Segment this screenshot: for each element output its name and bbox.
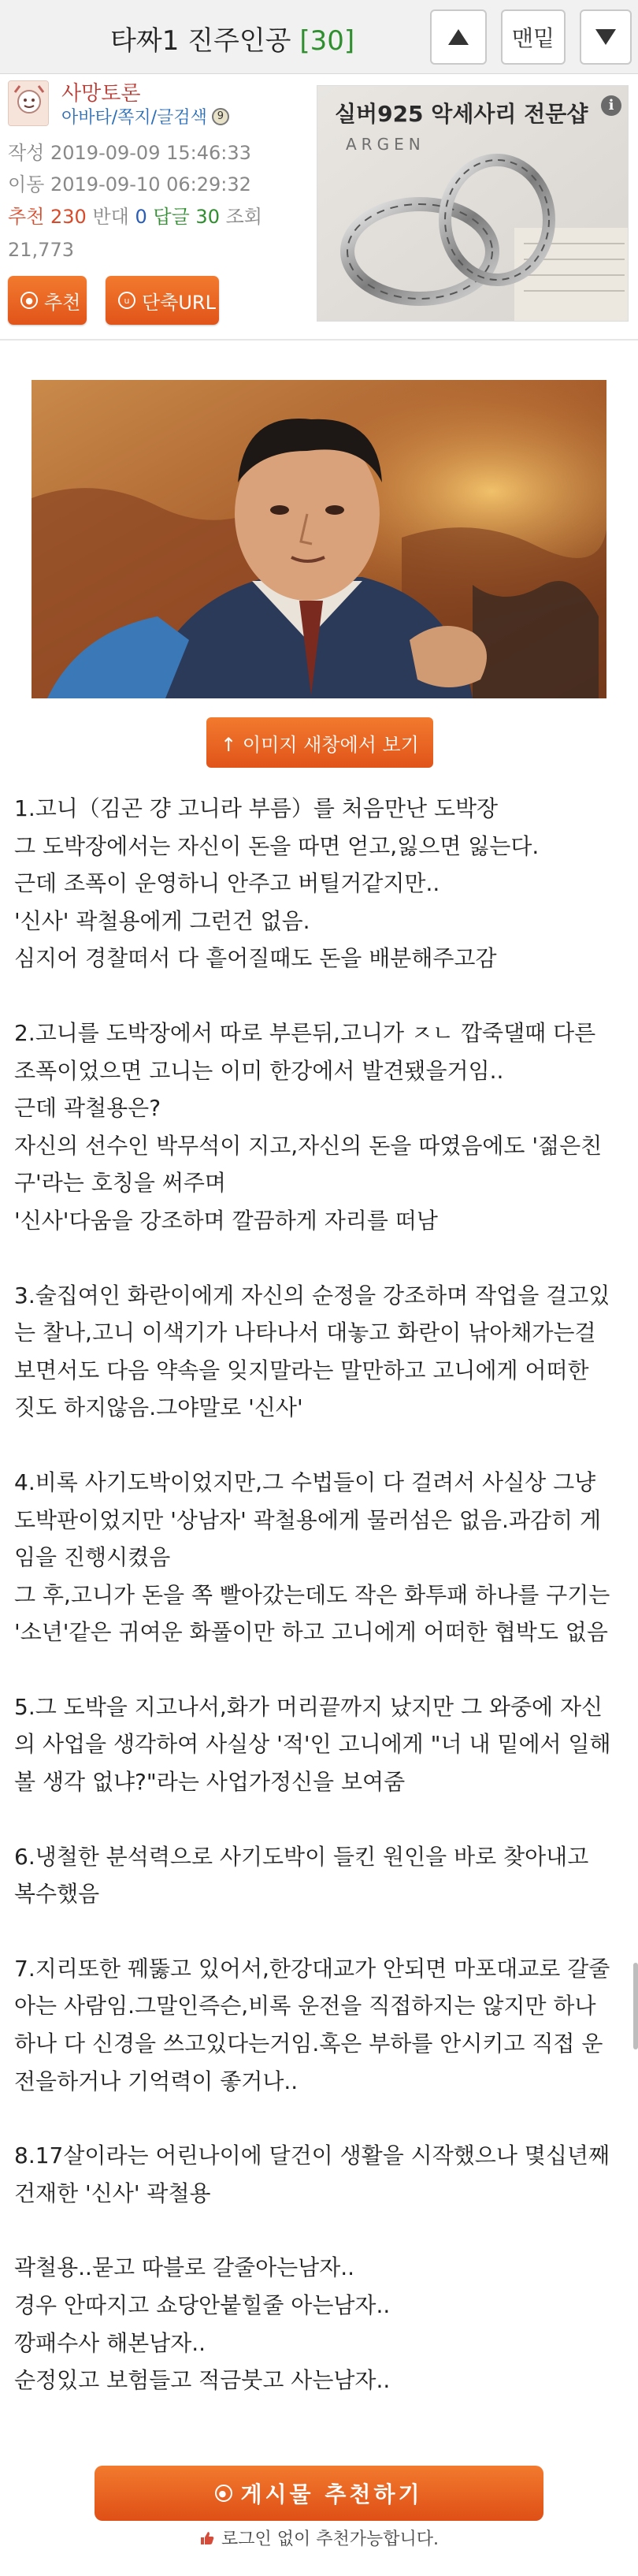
text-line: 그 도박장에서는 자신이 돈을 따면 얻고,잃으면 잃는다.: [14, 832, 540, 859]
paragraph: [14, 1014, 629, 1240]
target-icon: ●: [215, 2485, 232, 2502]
text-line: 그 후,고니가 돈을 쪽 빨아갔는데도 작은 화투패 하나를 구기는: [14, 1581, 610, 1608]
scrollbar[interactable]: [633, 1963, 638, 2049]
paragraph: [14, 1838, 629, 1913]
man-portrait-image: [32, 380, 606, 698]
text-line: 구'라는 호칭을 써주며: [14, 1170, 226, 1197]
text-line: 3.술집여인 화란이에게 자신의 순정을 강조하며 작업을 걸고있: [14, 1282, 610, 1308]
arrow-down-icon: [595, 29, 616, 45]
thumbs-up-icon: [199, 2530, 215, 2546]
author-name[interactable]: 사망토론: [61, 82, 141, 106]
ad-title: 실버925 악세사리 전문샵: [335, 101, 588, 127]
arrow-up-icon: [448, 29, 469, 45]
post-title: 타짜1 진주인공 [30]: [110, 25, 355, 57]
next-post-button[interactable]: [580, 9, 632, 65]
text-line: 건재한 '신사' 곽철용: [14, 2180, 211, 2206]
text-line: 짓도 하지않음.그야말로 '신사': [14, 1394, 303, 1421]
text-line: '신사'다움을 강조하며 깔끔하게 자리를 떠남: [14, 1207, 438, 1234]
post-body: [14, 790, 629, 2436]
link-icon: u: [118, 292, 135, 309]
target-icon: ●: [20, 292, 38, 309]
level-badge-icon: 9: [212, 108, 229, 125]
text-line: '신사' 곽철용에게 그런건 없음.: [14, 907, 310, 934]
text-line: 복수했음: [14, 1881, 100, 1908]
text-line: 근데 조폭이 운영하니 안주고 버틸거같지만..: [14, 870, 440, 897]
text-line: 임을 진행시켰음: [14, 1544, 171, 1571]
text-line: 순정있고 보험들고 적금붓고 사는남자..: [14, 2367, 391, 2394]
text-line: 7.지리또한 꿰뚫고 있어서,한강대교가 안되면 마포대교로 갈줄: [14, 1955, 610, 1982]
text-line: 6.냉철한 분석력으로 사기도박이 들킨 원인을 바로 찾아내고: [14, 1843, 589, 1870]
paragraph: [14, 1464, 629, 1651]
text-line: 전을하거나 기억력이 좋거나..: [14, 2068, 299, 2094]
ad-banner[interactable]: [317, 85, 629, 322]
text-line: 1.고니（김곤 걍 고니라 부름）를 처음만난 도박장: [14, 795, 499, 821]
top-bar: [0, 0, 638, 74]
author-links[interactable]: 아바타/쪽지/글검색 9: [61, 104, 229, 128]
paragraph: [14, 2137, 629, 2212]
paragraph: [14, 2249, 629, 2399]
paragraph: [14, 1688, 629, 1801]
text-line: 곽철용..묻고 따블로 갈줄아는남자..: [14, 2254, 355, 2281]
post-stats: 추천 230 반대 0 답글 30 조회 21,773: [8, 206, 262, 261]
text-line: 보면서도 다음 약속을 잊지말라는 말만하고 고니에게 어떠한: [14, 1357, 589, 1383]
divider: [0, 339, 638, 341]
open-image-new-window-button[interactable]: ↑ 이미지 새창에서 보기: [206, 717, 433, 768]
paragraph: [14, 1950, 629, 2100]
text-line: 하나 다 신경을 쓰고있다는거임.혹은 부하를 안시키고 직접 운: [14, 2031, 603, 2057]
text-line: 근데 곽철용은?: [14, 1095, 161, 1122]
text-line: 경우 안따지고 쇼당안붙힐줄 아는남자..: [14, 2292, 391, 2318]
recommend-small-button[interactable]: ● 추천: [8, 276, 87, 325]
go-bottom-button[interactable]: 맨밑: [501, 9, 566, 65]
text-line: 볼 생각 없냐?"라는 사업가정신을 보여줌: [14, 1769, 406, 1796]
text-line: 아는 사람임.그말인즉슨,비록 운전을 직접하지는 않지만 하나: [14, 1993, 596, 2019]
created-time: 작성 2019-09-09 15:46:33: [8, 142, 251, 164]
ad-brand: ARGEN: [346, 135, 425, 154]
text-line: '소년'같은 귀여운 화풀이만 하고 고니에게 어떠한 협박도 없음: [14, 1619, 608, 1646]
avatar[interactable]: [8, 80, 49, 126]
text-line: 조폭이었으면 고니는 이미 한강에서 발견됐을거임..: [14, 1057, 504, 1084]
text-line: 깡패수사 해본남자..: [14, 2329, 206, 2356]
comment-count: [30]: [299, 25, 355, 57]
prev-post-button[interactable]: [430, 9, 487, 65]
text-line: 는 찰나,고니 이색기가 나타나서 대놓고 화란이 낚아채가는걸: [14, 1320, 596, 1346]
info-icon[interactable]: i: [601, 95, 621, 116]
recommend-note: 로그인 없이 추천가능합니다.: [0, 2526, 638, 2550]
text-line: 2.고니를 도박장에서 따로 부른뒤,고니가 ㅈㄴ 깝죽댈때 다른: [14, 1019, 596, 1046]
text-line: 5.그 도박을 지고나서,화가 머리끝까지 났지만 그 와중에 자신: [14, 1693, 603, 1720]
text-line: 자신의 선수인 박무석이 지고,자신의 돈을 따였음에도 '젊은친: [14, 1132, 603, 1159]
text-line: 4.비록 사기도박이었지만,그 수법들이 다 걸려서 사실상 그냥: [14, 1469, 596, 1495]
text-line: 8.17살이라는 어린나이에 달건이 생활을 시작했으나 몇십년째: [14, 2142, 610, 2169]
text-line: 도박판이었지만 '상남자' 곽철용에게 물러섬은 없음.과감히 게: [14, 1506, 601, 1533]
short-url-button[interactable]: u 단축URL: [106, 276, 219, 325]
post-image[interactable]: [32, 380, 606, 698]
moved-time: 이동 2019-09-10 06:29:32: [8, 173, 251, 195]
paragraph: [14, 1277, 629, 1427]
avatar-icon: [9, 81, 49, 126]
text-line: 심지어 경찰떠서 다 흩어질때도 돈을 배분해주고감: [14, 945, 497, 972]
paragraph: [14, 790, 629, 977]
recommend-post-button[interactable]: ● 게시물 추천하기: [95, 2466, 543, 2521]
text-line: 의 사업을 생각하여 사실상 '적'인 고니에게 "너 내 밑에서 일해: [14, 1731, 611, 1758]
